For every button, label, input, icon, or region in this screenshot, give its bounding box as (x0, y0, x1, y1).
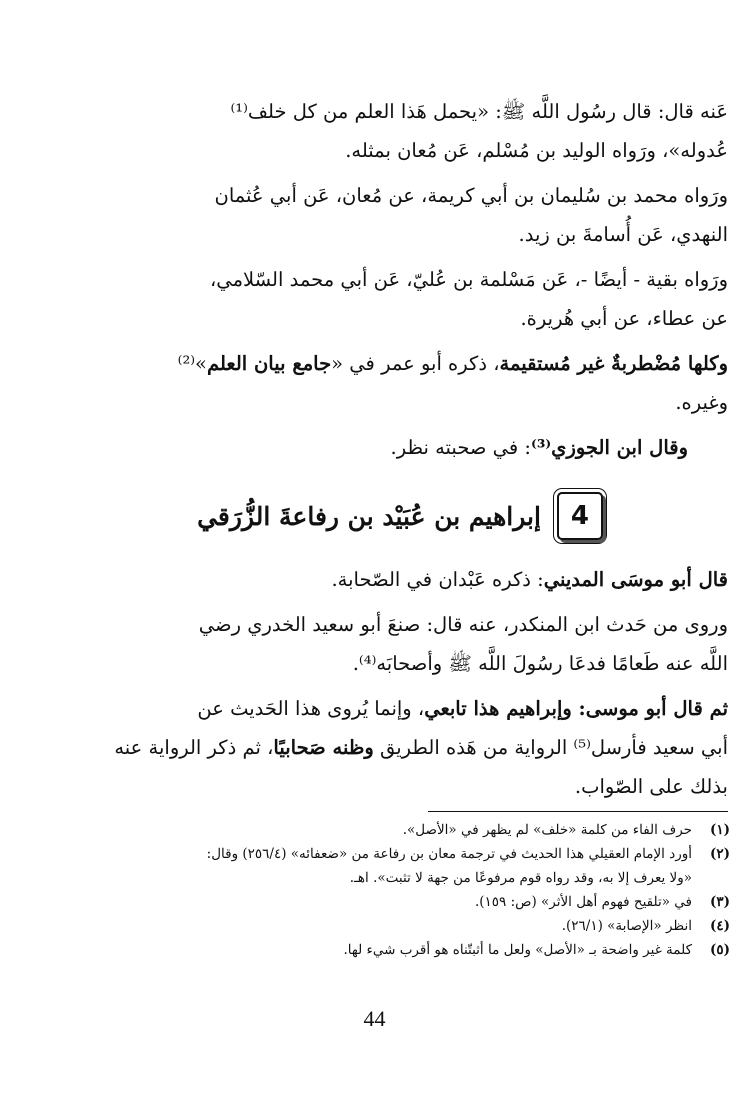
paragraph-6 (68, 560, 728, 599)
paragraph-8-line-2b: ، ثم ذكر الرواية عنه (114, 736, 274, 759)
paragraph-8-line-3: بذلك على الصّواب. (574, 775, 728, 798)
footnotes (68, 818, 730, 962)
paragraph-6-rest: : ذكره عَبْدان في الصّحابة. (331, 568, 544, 591)
paragraph-6-bold: قال أبو موسَى المديني (543, 568, 728, 591)
footnote-3 (68, 890, 730, 914)
paragraph-4-bold-1: وكلها مُضْطربةٌ غير مُستقيمة (499, 352, 728, 375)
main-text-top (68, 92, 728, 467)
paragraph-1 (68, 92, 728, 170)
entry-heading (160, 484, 640, 548)
entry-number: 4 (570, 501, 589, 531)
paragraph-4-end: »⁽²⁾ (177, 352, 207, 375)
footnote-number: (٤) (709, 918, 730, 934)
paragraph-8-mid-1: ، وإنما يُروى هذا الحَديث عن (197, 697, 425, 720)
paragraph-4-mid: ، ذكره أبو عمر في « (331, 352, 500, 375)
entry-title: إبراهيم بن عُبَيْد بن رفاعةَ الزُّرَقي (197, 501, 541, 531)
paragraph-1-line-2: عُدوله»، ورَواه الوليد بن مُسْلم، عَن مُعان بمثله. (345, 139, 728, 162)
footnote-text: في «تلقيح فهوم أهل الأثر» (ص: ١٥٩). (474, 894, 692, 910)
footnote-2 (68, 842, 730, 866)
paragraph-5-rest: : في صحبته نظر. (390, 436, 532, 459)
footnote-text: أورد الإمام العقيلي هذا الحديث في ترجمة معان بن رفاعة من «ضعفائه» (٢٥٦/٤) وقال: (206, 846, 692, 862)
paragraph-8-bold-1: ثم قال أبو موسى: وإبراهيم هذا تابعي (424, 697, 728, 720)
paragraph-4-line-2: وغيره. (675, 391, 728, 414)
paragraph-5 (68, 428, 728, 467)
footnote-number: (٣) (709, 894, 730, 910)
paragraph-3-line-1: ورَواه بقية - أيضًا -، عَن مَسْلمة بن عُليّ، عَن أبي محمد السّلامي، (210, 268, 728, 291)
paragraph-8 (68, 689, 728, 806)
paragraph-1-line-1: عَنه قال: قال رسُول اللَّه ﷺ: «يحمل هَذا العلم من كل خلف⁽¹⁾ (230, 100, 728, 123)
footnote-5 (68, 938, 730, 962)
entry-number-badge (557, 492, 603, 540)
main-text-bottom (68, 560, 728, 806)
paragraph-8-bold-2: وظنه صَحابيًا (273, 736, 374, 759)
footnote-4 (68, 914, 730, 938)
footnote-separator (428, 811, 728, 812)
paragraph-5-bold: وقال ابن الجوزي⁽³⁾ (531, 436, 688, 459)
footnote-1 (68, 818, 730, 842)
paragraph-4-bold-2: جامع بيان العلم (207, 352, 332, 375)
page-number: 44 (363, 1006, 386, 1031)
paragraph-2-line-1: ورَواه محمد بن سُليمان بن أبي كريمة، عن مُعان، عَن أبي عُثمان (214, 184, 728, 207)
footnote-text: كلمة غير واضحة بـ «الأصل» ولعل ما أثبتّناه هو أقرب شيء لها. (343, 942, 692, 958)
paragraph-3-line-2: عن عطاء، عن أبي هُريرة. (520, 307, 728, 330)
footnote-number: (٥) (709, 942, 730, 958)
footnote-number: (١) (709, 822, 730, 838)
paragraph-7 (68, 605, 728, 683)
paragraph-7-line-1: وروى من حَدث ابن المنكدر، عنه قال: صنعَ أبو سعيد الخدري رضي (198, 613, 728, 636)
paragraph-2 (68, 176, 728, 254)
paragraph-2-line-2: النهدي، عَن أُسامةَ بن زيد. (518, 223, 728, 246)
paragraph-4 (68, 344, 728, 422)
footnote-text: حرف الفاء من كلمة «خلف» لم يظهر في «الأصل». (402, 822, 692, 838)
footnote-number: (٢) (709, 846, 730, 862)
paragraph-3 (68, 260, 728, 338)
footnote-2-continuation: «ولا يعرف إلا به، وقد رواه قوم مرفوعًا من جهة لا تثبت». اهـ. (349, 870, 692, 886)
footnote-text: انظر «الإصابة» (٢٦/١). (561, 918, 692, 934)
paragraph-8-line-2a: أبي سعيد فأرسل⁽⁵⁾ الرواية من هَذه الطريق (373, 736, 728, 759)
paragraph-7-line-2: اللَّه عنه طَعامًا فدعَا رسُولَ اللَّه ﷺ وأصحابَه⁽⁴⁾. (352, 652, 728, 675)
